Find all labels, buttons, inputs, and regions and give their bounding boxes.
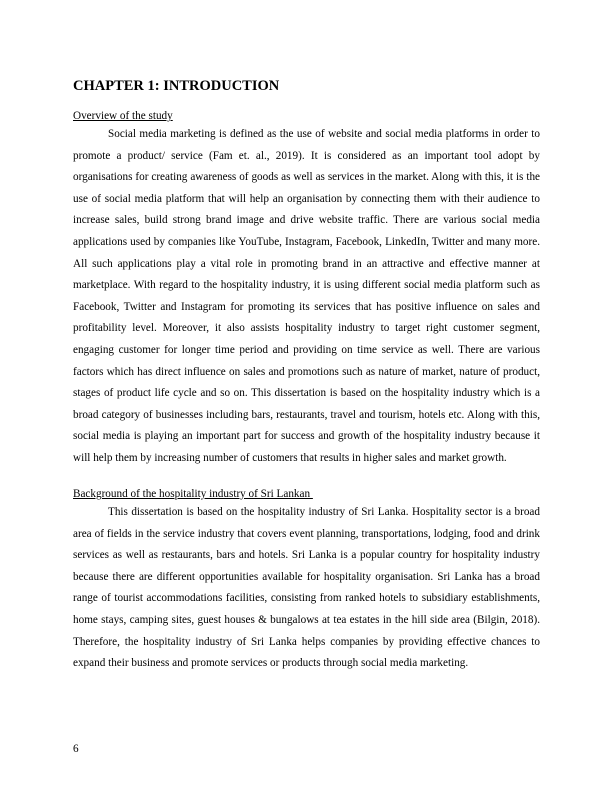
section-heading-overview: Overview of the study xyxy=(73,110,173,122)
paragraph-overview: Social media marketing is defined as the use of website and social media platforms in order to promote a product/ service (Fam et. al., 2019). It is considered as an important tool adopt by organisations for creating awareness of goods as well as services in the market. Along with this, it is the use of social media platform that will help an organisation by connecting them with their audience to increase sales, build strong brand image and drive website traffic. There are various social media applications used by companies like YouTube, Instagram, Facebook, LinkedIn, Twitter and many more. All such applications play a vital role in promoting brand in an attractive and effective manner at marketplace. With regard to the hospitality industry, it is using different social media platform such as Facebook, Twitter and Instagram for promoting its services that has positive influence on sales and profitability level. Moreover, it also assists hospitality industry to target right customer segment, engaging customer for longer time period and providing on time service as well. There are various factors which has direct influence on sales and promotions such as nature of market, nature of product, stages of product life cycle and so on. This dissertation is based on the hospitality industry which is a broad category of businesses including bars, restaurants, travel and tourism, hotels etc. Along with this, social media is playing an important part for success and growth of the hospitality industry because it will help them by increasing number of customers that results in higher sales and market growth. xyxy=(73,128,540,464)
page-number: 6 xyxy=(73,743,79,755)
paragraph-background: This dissertation is based on the hospitality industry of Sri Lanka. Hospitality sector is a broad area of fields in the service industry that covers event planning, transportations, lodging, food and drink services as well as restaurants, bars and hotels. Sri Lanka is a popular country for hospitality industry because there are different opportunities available for hospitality organisation. Sri Lanka has a broad range of tourist accommodations facilities, consisting from ranked hotels to subsidiary establishments, home stays, camping sites, guest houses & bungalows at tea estates in the hill side area (Bilgin, 2018). Therefore, the hospitality industry of Sri Lanka helps companies by providing effective chances to expand their business and promote services or products through social media marketing. xyxy=(73,506,540,670)
section-heading-background: Background of the hospitality industry of Sri Lankan xyxy=(73,488,313,500)
chapter-title: CHAPTER 1: INTRODUCTION xyxy=(73,78,280,94)
